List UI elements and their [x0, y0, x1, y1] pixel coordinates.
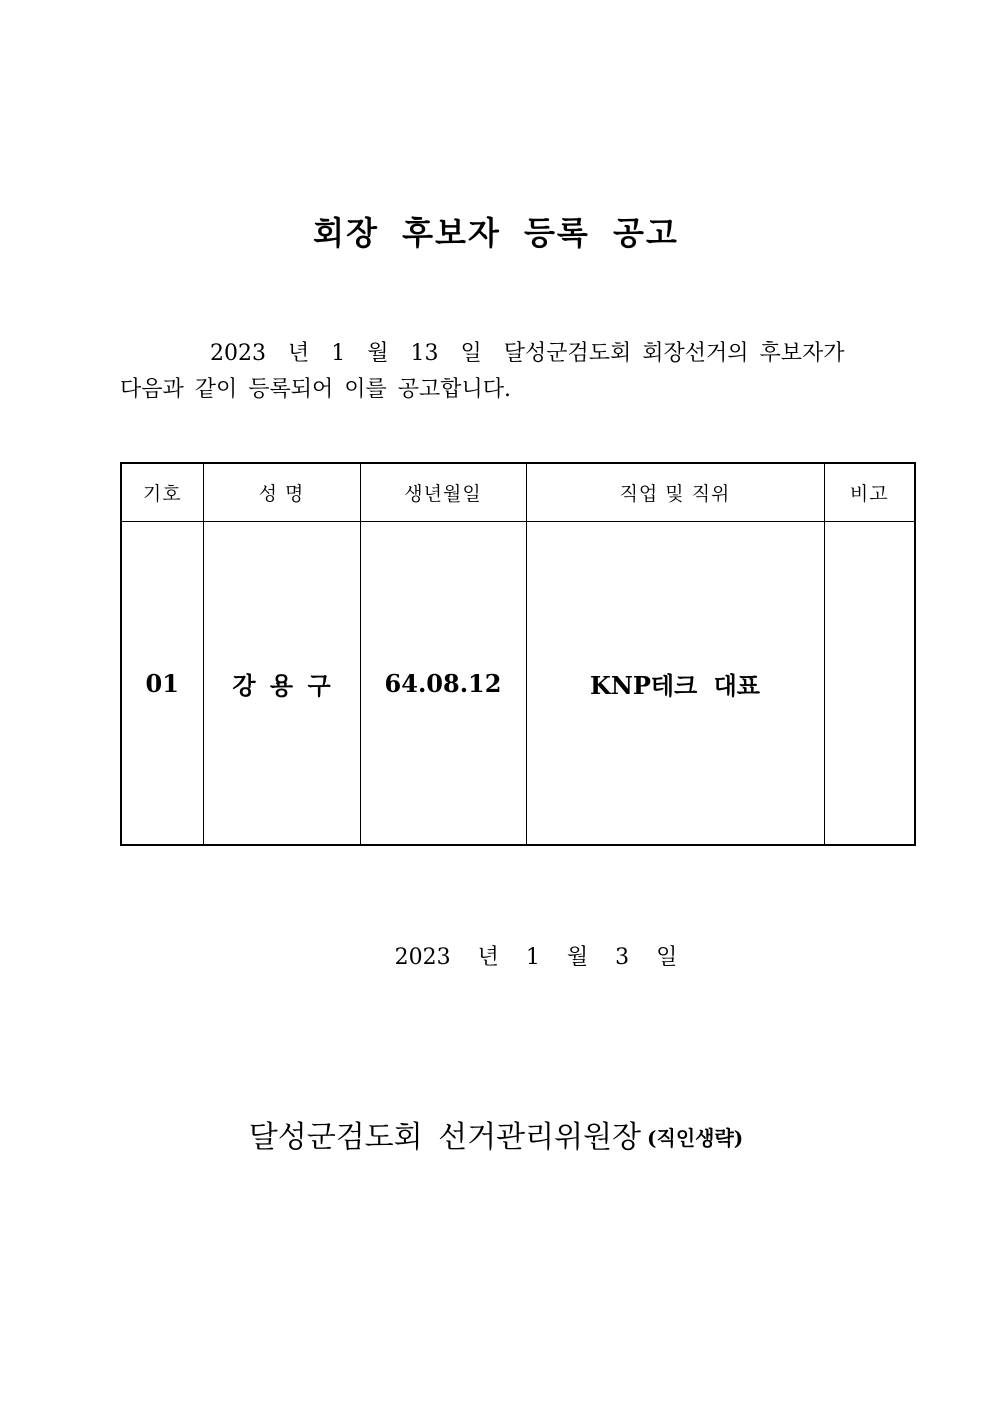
table-row — [121, 522, 915, 846]
header-occupation: 직업 및 직위 — [526, 463, 824, 522]
intro-month: 1 — [331, 341, 346, 366]
cell-note — [824, 522, 915, 846]
intro-month-unit: 월 — [367, 341, 389, 366]
header-note: 비고 — [824, 463, 915, 522]
cell-occupation: KNP테크 대표 — [526, 522, 824, 846]
cell-name: 강 용 구 — [203, 522, 360, 846]
intro-line-2: 다음과 같이 등록되어 이를 공고합니다. — [120, 377, 511, 402]
header-number: 기호 — [121, 463, 203, 522]
intro-line-1 — [120, 336, 880, 372]
cell-number: 01 — [121, 522, 203, 846]
issuer-line — [0, 1112, 992, 1156]
header-birthdate: 생년월일 — [360, 463, 526, 522]
intro-line-1-rest: 달성군검도회 회장선거의 후보자가 — [503, 341, 845, 366]
cell-birthdate: 64.08.12 — [360, 522, 526, 846]
notice-date: 2023 년 1 월 3 일 — [394, 945, 678, 970]
issuer-name: 달성군검도회 선거관리위원장 — [248, 1120, 642, 1155]
document-title: 회장 후보자 등록 공고 — [313, 214, 679, 252]
header-name: 성 명 — [203, 463, 360, 522]
intro-year: 2023 — [210, 341, 266, 366]
intro-day: 13 — [410, 341, 439, 366]
intro-day-unit: 일 — [460, 341, 482, 366]
table-header-row — [121, 463, 915, 522]
candidate-table — [120, 462, 916, 846]
intro-year-unit: 년 — [288, 341, 310, 366]
intro-paragraph — [120, 336, 880, 408]
seal-note: (직인생략) — [647, 1126, 744, 1150]
